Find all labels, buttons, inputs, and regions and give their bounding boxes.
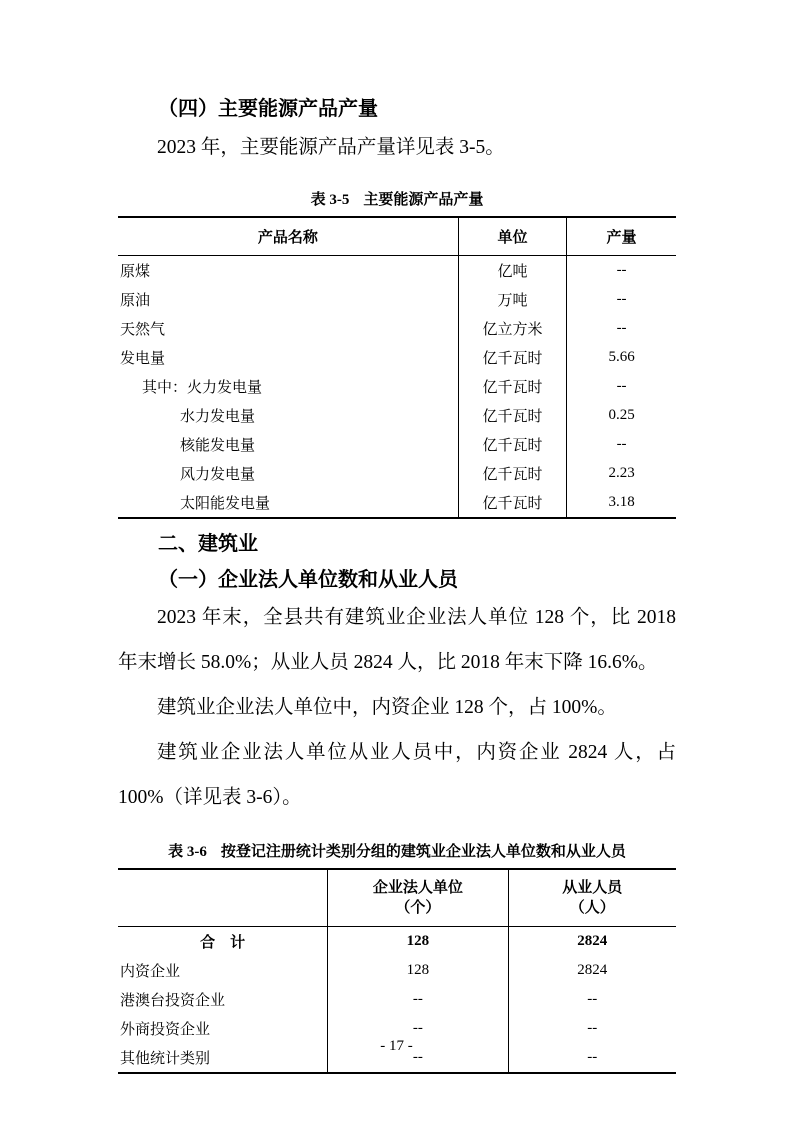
product-name: 原油 — [118, 285, 458, 314]
product-name: 核能发电量 — [118, 430, 458, 459]
table-row — [118, 488, 676, 518]
table-row — [118, 459, 676, 488]
col-header-employees-label: 从业人员 — [562, 880, 623, 896]
table-row — [118, 956, 676, 985]
product-value: 2.23 — [608, 465, 635, 481]
product-value: -- — [616, 320, 627, 336]
product-unit: 亿立方米 — [458, 314, 566, 343]
construction-paragraph-1: 2023 年末，全县共有建筑业企业法人单位 128 个，比 2018 年末增长 58.0%；从业人员 2824 人，比 2018 年末下降 16.6%。 — [118, 607, 676, 673]
col-header-category — [118, 869, 328, 927]
col-header-legal-units — [328, 869, 508, 927]
col-header-output: 产量 — [567, 217, 676, 256]
page-number: - 17 - — [380, 1038, 413, 1054]
category-name: 合 计 — [118, 927, 328, 957]
table-row — [118, 430, 676, 459]
product-value: -- — [616, 378, 627, 394]
product-name: 太阳能发电量 — [118, 488, 458, 518]
product-unit: 亿千瓦时 — [458, 488, 566, 518]
product-value: -- — [616, 436, 627, 452]
table-row — [118, 256, 676, 286]
product-unit: 亿千瓦时 — [458, 459, 566, 488]
section-energy-heading: （四）主要能源产品产量 — [158, 98, 378, 120]
section-construction-heading: 二、建筑业 — [158, 533, 258, 555]
employees-value: 2824 — [577, 933, 608, 949]
table35-caption-title: 主要能源产品产量 — [363, 192, 484, 208]
employees-value: -- — [587, 1020, 598, 1036]
col-header-unit: 单位 — [458, 217, 566, 256]
product-value: 3.18 — [608, 494, 635, 510]
table36-caption — [118, 840, 676, 861]
employees-value: -- — [587, 991, 598, 1007]
legal-units-value: 128 — [328, 956, 508, 985]
legal-units-value: -- — [328, 1043, 508, 1073]
col-header-employees-unit: （人） — [569, 900, 615, 916]
product-unit: 亿吨 — [458, 256, 566, 286]
product-name: 发电量 — [118, 343, 458, 372]
table-row — [118, 985, 676, 1014]
product-name: 其中：火力发电量 — [118, 372, 458, 401]
product-unit: 亿千瓦时 — [458, 343, 566, 372]
table-header-row — [118, 869, 676, 927]
category-name: 外商投资企业 — [118, 1014, 328, 1043]
table-row — [118, 343, 676, 372]
legal-units-value: -- — [328, 1014, 508, 1043]
product-name: 原煤 — [118, 256, 458, 286]
table35-caption — [118, 188, 676, 209]
energy-intro-paragraph: 2023 年，主要能源产品产量详见表 3-5。 — [157, 137, 505, 158]
construction-paragraph-3: 建筑业企业法人单位从业人员中，内资企业 2824 人，占 100%（详见表 3-6）。 — [118, 742, 676, 808]
table36-caption-title: 按登记注册统计类别分组的建筑业企业法人单位数和从业人员 — [220, 844, 626, 860]
table-row — [118, 285, 676, 314]
employees-value: -- — [587, 1049, 598, 1065]
table35-caption-label: 表 3-5 — [310, 192, 350, 208]
col-header-legal-units-label: 企业法人单位 — [372, 880, 463, 896]
product-unit: 亿千瓦时 — [458, 401, 566, 430]
legal-units-value: -- — [328, 985, 508, 1014]
table-header-row — [118, 217, 676, 256]
table36-caption-label: 表 3-6 — [168, 844, 207, 860]
product-name: 风力发电量 — [118, 459, 458, 488]
col-header-legal-units-unit: （个） — [395, 900, 441, 916]
category-name: 其他统计类别 — [118, 1043, 328, 1073]
product-name: 天然气 — [118, 314, 458, 343]
table-energy-products — [118, 216, 676, 519]
product-value: -- — [616, 291, 627, 307]
product-unit: 万吨 — [458, 285, 566, 314]
category-name: 内资企业 — [118, 956, 328, 985]
construction-paragraph-2: 建筑业企业法人单位中，内资企业 128 个，占 100%。 — [157, 697, 617, 718]
table-row-total — [118, 927, 676, 957]
table-row — [118, 314, 676, 343]
page-content — [118, 96, 676, 1074]
table-row — [118, 401, 676, 430]
col-header-product-name: 产品名称 — [118, 217, 458, 256]
product-value: -- — [616, 262, 627, 278]
section-construction-subheading: （一）企业法人单位数和从业人员 — [158, 569, 458, 591]
legal-units-value: 128 — [328, 927, 508, 957]
table-row — [118, 372, 676, 401]
product-name: 水力发电量 — [118, 401, 458, 430]
col-header-employees — [508, 869, 676, 927]
product-unit: 亿千瓦时 — [458, 430, 566, 459]
product-value: 0.25 — [608, 407, 635, 423]
category-name: 港澳台投资企业 — [118, 985, 328, 1014]
employees-value: 2824 — [577, 962, 608, 978]
product-unit: 亿千瓦时 — [458, 372, 566, 401]
product-value: 5.66 — [608, 349, 635, 365]
